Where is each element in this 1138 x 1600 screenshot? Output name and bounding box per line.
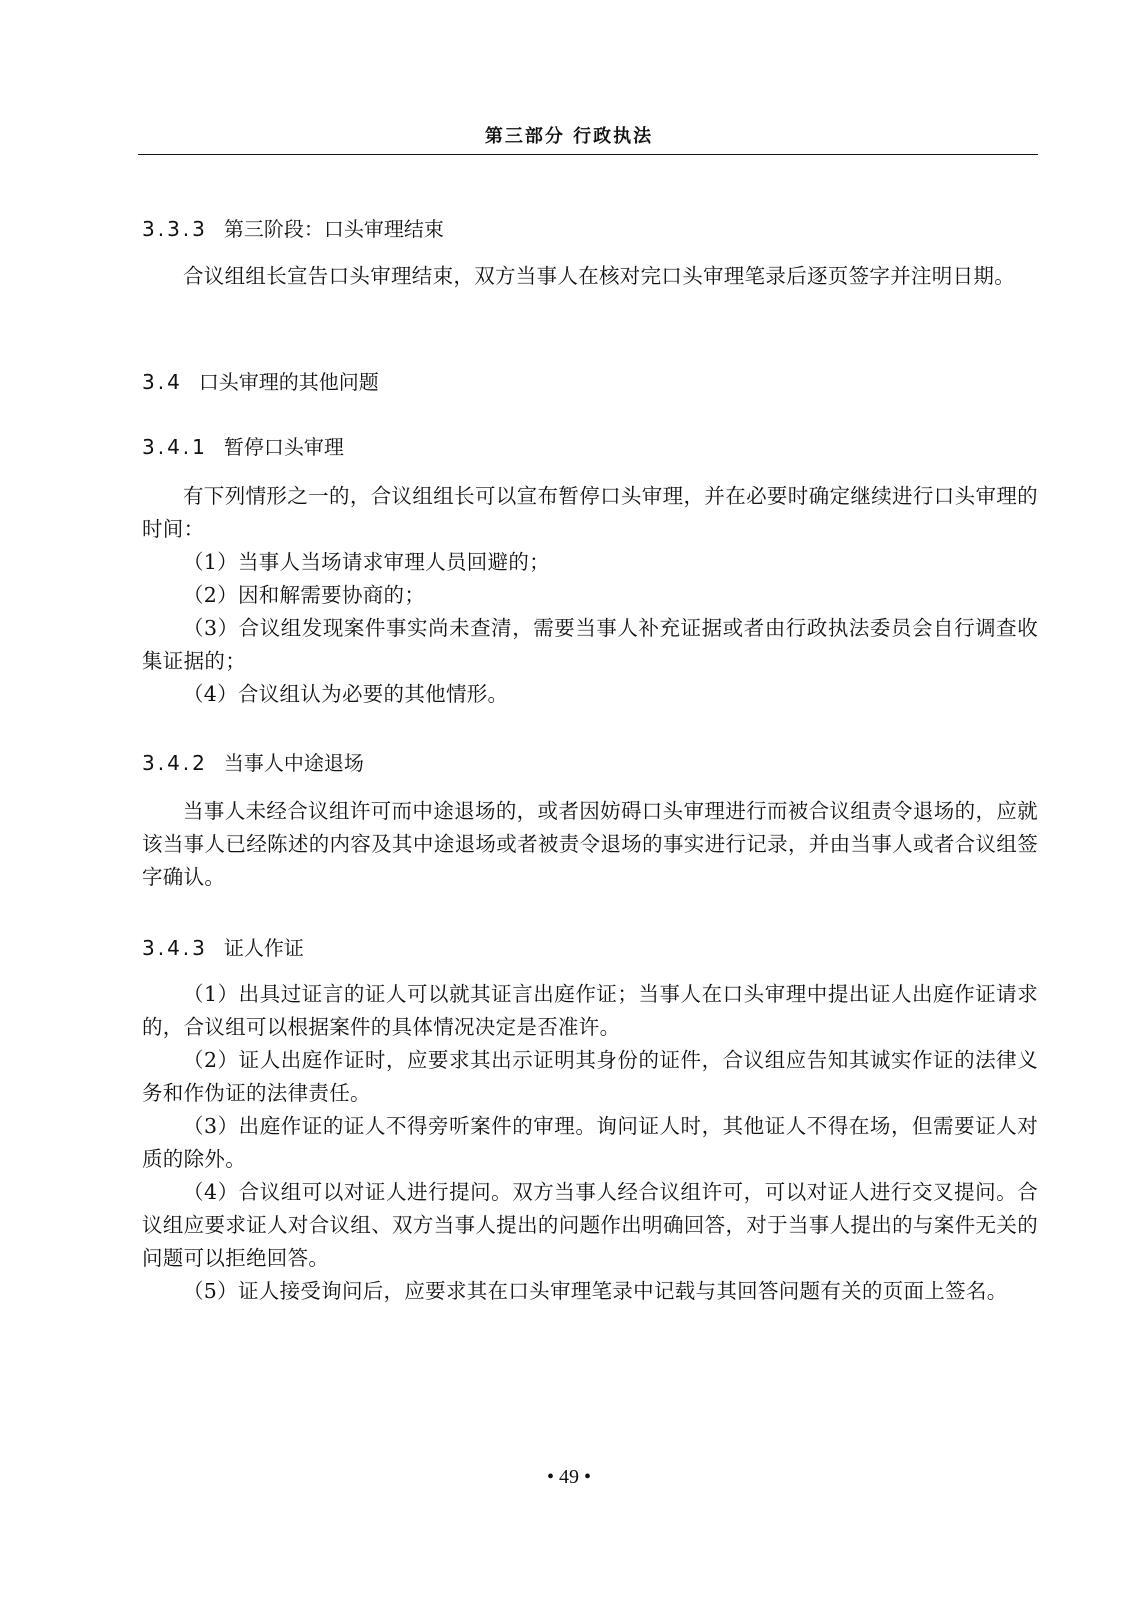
list-item: （3）合议组发现案件事实尚未查清，需要当事人补充证据或者由行政执法委员会自行调查收集证据的； (142, 616, 1038, 673)
paragraph: 有下列情形之一的，合议组组长可以宣布暂停口头审理，并在必要时确定继续进行口头审理的时间： (142, 484, 1038, 541)
section-number: 3.4 (142, 370, 183, 394)
section-title: 证人作证 (223, 936, 304, 960)
section-heading-3-3-3 (142, 215, 444, 243)
section-number: 3.4.2 (142, 751, 208, 775)
paragraph: 当事人未经合议组许可而中途退场的，或者因妨碍口头审理进行而被合议组责令退场的，应就该当事人已经陈述的内容及其中途退场或者被责令退场的事实进行记录，并由当事人或者合议组签字确认。 (142, 799, 1038, 889)
list-item: （3）出庭作证的证人不得旁听案件的审理。询问证人时，其他证人不得在场，但需要证人对质的除外。 (142, 1114, 1038, 1171)
section-title: 暂停口头审理 (223, 435, 344, 459)
running-header: 第三部分 行政执法 (484, 126, 654, 147)
section-title: 口头审理的其他问题 (198, 370, 379, 394)
list-item: （4）合议组可以对证人进行提问。双方当事人经合议组许可，可以对证人进行交叉提问。合议组应要求证人对合议组、双方当事人提出的问题作出明确回答，对于当事人提出的与案件无关的问题可以拒绝回答。 (142, 1180, 1038, 1270)
section-title: 第三阶段：口头审理结束 (223, 217, 444, 241)
section-number: 3.4.1 (142, 435, 208, 459)
section-heading-3-4-1 (142, 433, 344, 461)
section-number: 3.3.3 (142, 217, 208, 241)
section-heading-3-4-3 (142, 934, 304, 962)
list-item: （5）证人接受询问后，应要求其在口头审理笔录中记载与其回答问题有关的页面上签名。 (183, 1279, 1008, 1303)
section-heading-3-4-2 (142, 749, 364, 777)
section-title: 当事人中途退场 (223, 751, 364, 775)
list-item: （1）当事人当场请求审理人员回避的； (183, 550, 550, 574)
page-number: • 49 • (546, 1466, 591, 1488)
header-rule (138, 154, 1038, 155)
list-item: （2）因和解需要协商的； (183, 583, 426, 607)
list-item: （1）出具过证言的证人可以就其证言出庭作证；当事人在口头审理中提出证人出庭作证请求的，合议组可以根据案件的具体情况决定是否准许。 (142, 982, 1038, 1039)
section-heading-3-4 (142, 368, 379, 396)
list-item: （2）证人出庭作证时，应要求其出示证明其身份的证件，合议组应告知其诚实作证的法律义务和作伪证的法律责任。 (142, 1048, 1038, 1105)
paragraph: 合议组组长宣告口头审理结束，双方当事人在核对完口头审理笔录后逐页签字并注明日期。 (183, 264, 1015, 288)
section-number: 3.4.3 (142, 936, 208, 960)
list-item: （4）合议组认为必要的其他情形。 (183, 682, 509, 706)
